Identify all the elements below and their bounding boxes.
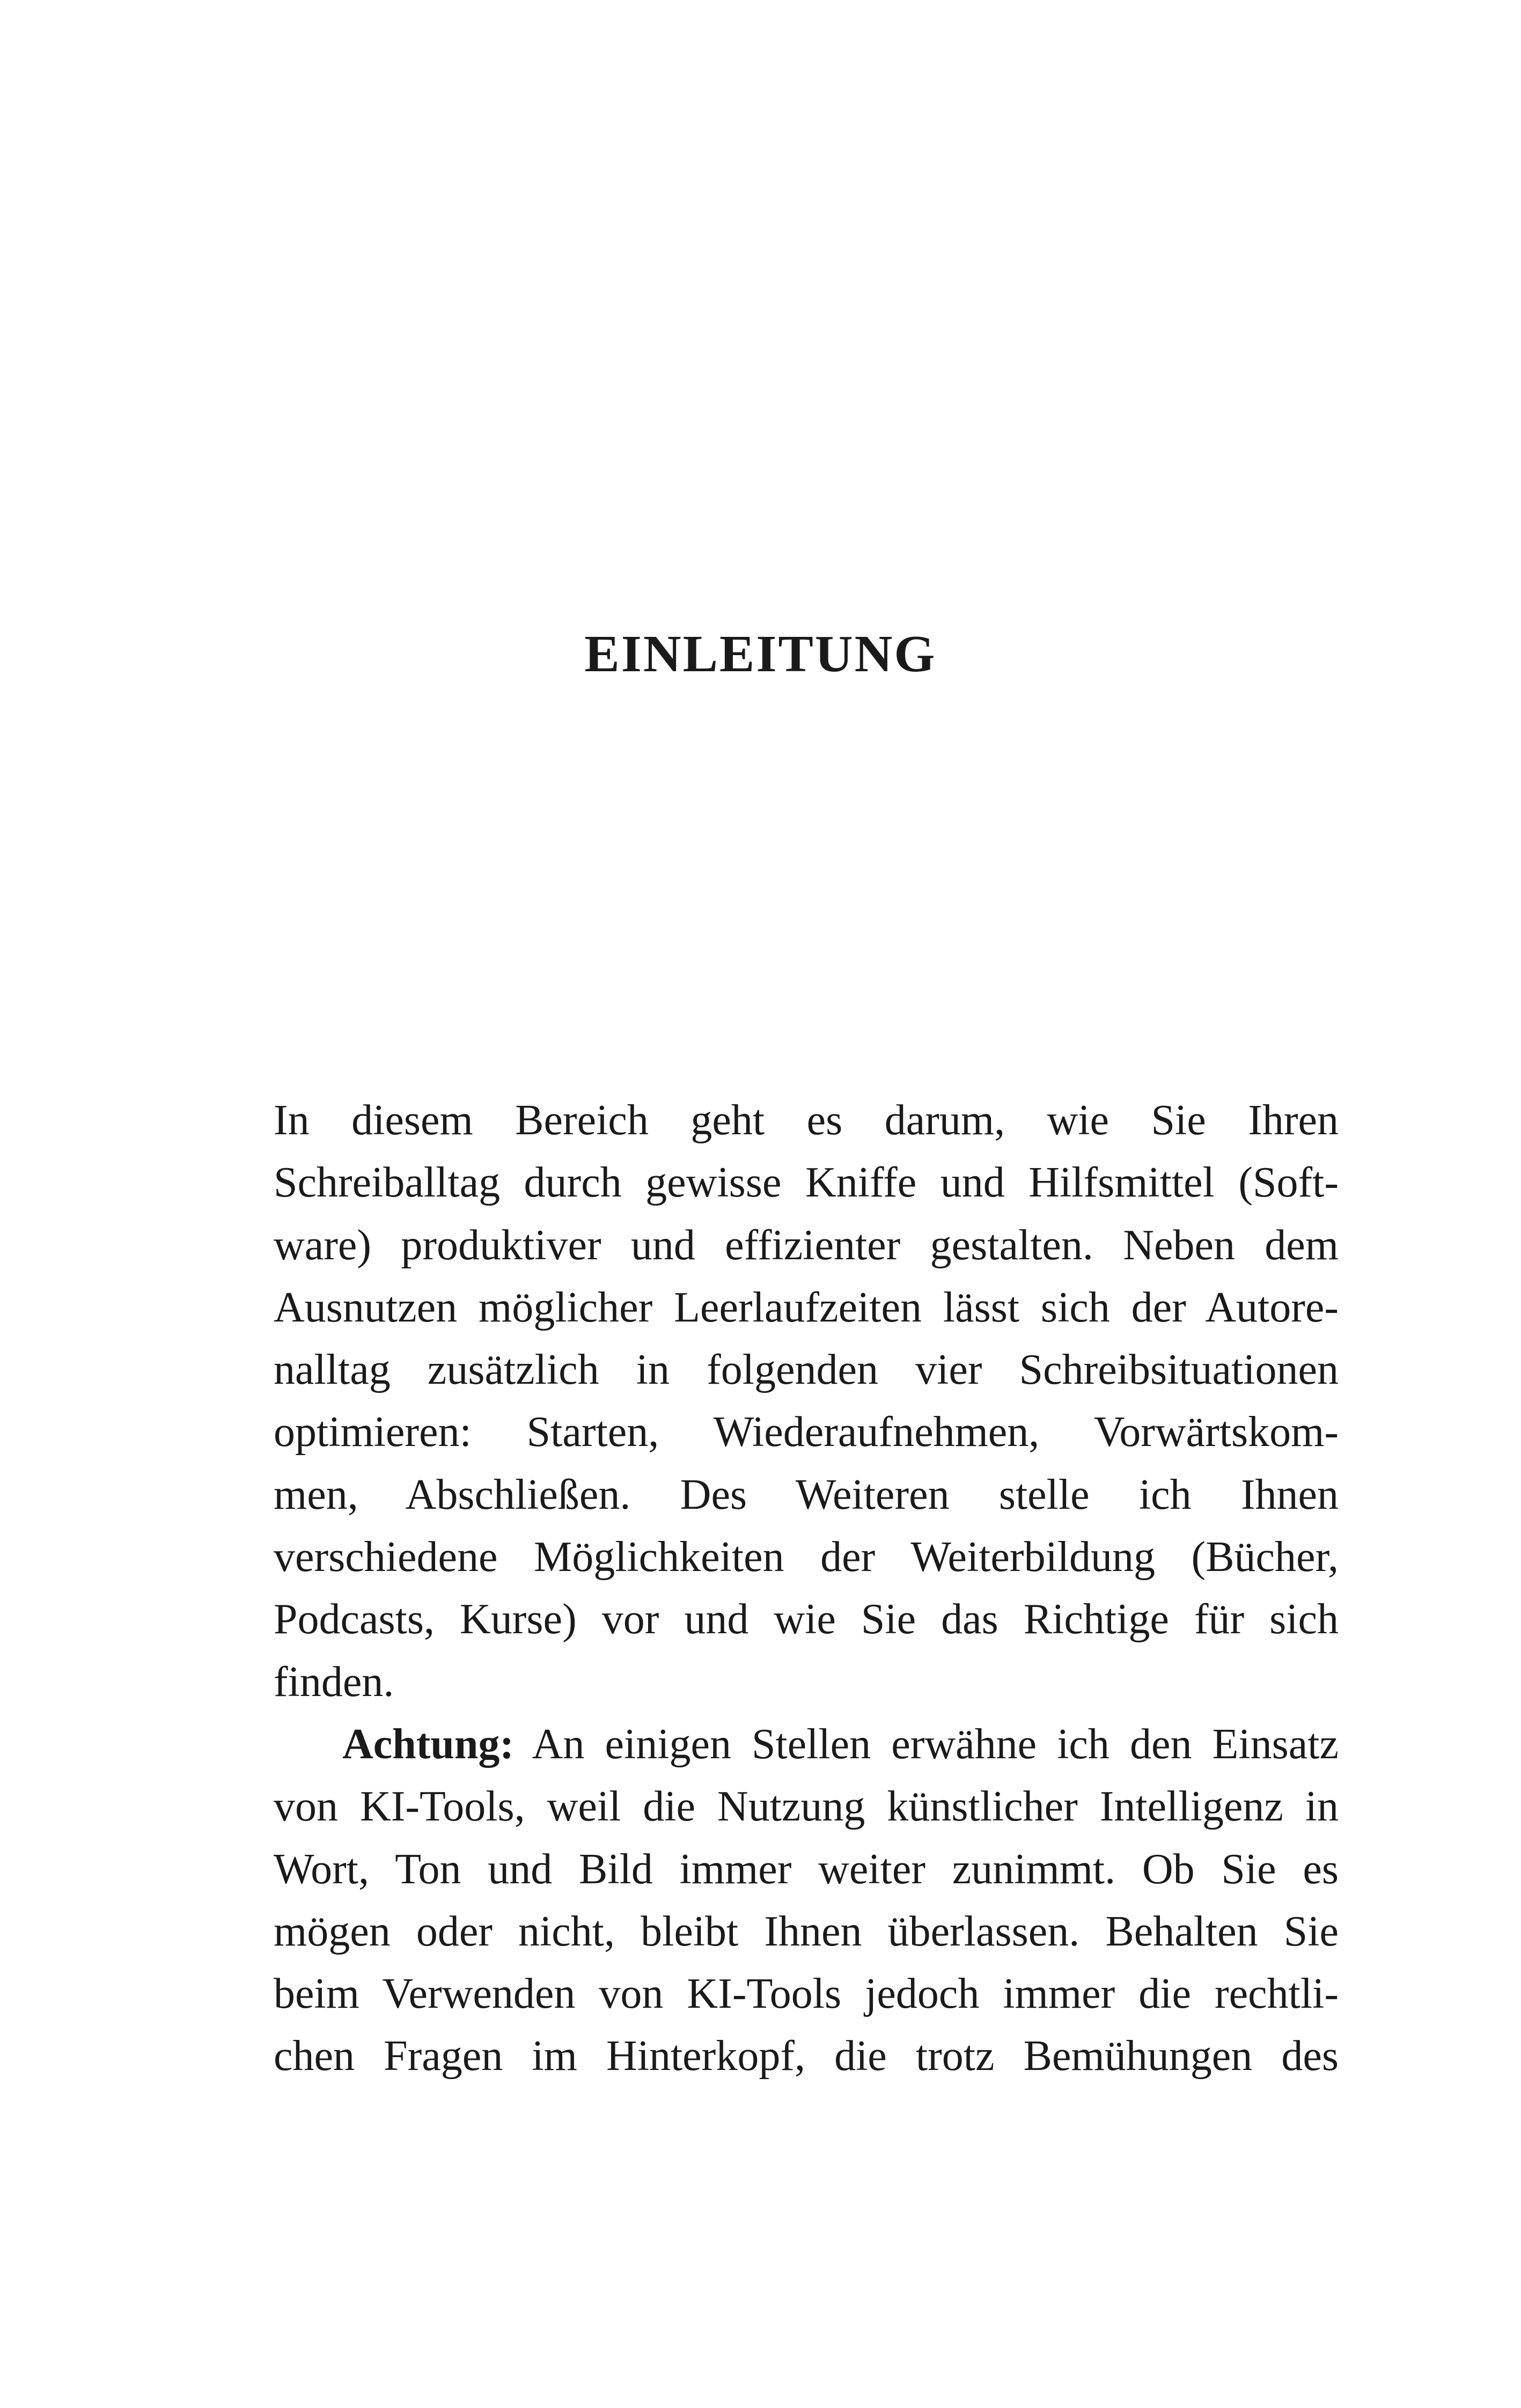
text-line: verschiedene Möglichkeiten der Weiterbildung (Bücher,	[274, 1533, 1339, 1581]
achtung-label: Achtung:	[342, 1720, 515, 1768]
text-line: Schreiballtag durch gewisse Kniffe und Hilfsmittel (Soft-	[274, 1159, 1339, 1207]
body-text	[274, 1089, 1339, 2088]
text-line: finden.	[274, 1658, 394, 1706]
text-line: In diesem Bereich geht es darum, wie Sie Ihren	[274, 1097, 1339, 1144]
text-line: Ausnutzen möglicher Leerlaufzeiten lässt sich der Autore-	[274, 1283, 1339, 1331]
text-line: ware) produktiver und effizienter gestalten. Neben dem	[274, 1221, 1339, 1269]
text-line: Podcasts, Kurse) vor und wie Sie das Richtige für sich	[274, 1596, 1339, 1643]
text-line: Wort, Ton und Bild immer weiter zunimmt. Ob Sie es	[274, 1845, 1339, 1893]
text-fragment: An einigen Stellen erwähne ich den Einsatz	[514, 1720, 1339, 1768]
text-line: chen Fragen im Hinterkopf, die trotz Bemühungen des	[274, 2032, 1339, 2080]
text-line: mögen oder nicht, bleibt Ihnen überlassen. Behalten Sie	[274, 1907, 1339, 1955]
paragraph-first-line	[274, 1713, 1339, 1775]
text-line: von KI-Tools, weil die Nutzung künstlicher Intelligenz in	[274, 1783, 1339, 1831]
text-line: men, Abschließen. Des Weiteren stelle ich Ihnen	[274, 1471, 1339, 1518]
text-line: nalltag zusätzlich in folgenden vier Schreibsituationen	[274, 1346, 1339, 1394]
text-line: beim Verwenden von KI-Tools jedoch immer die rechtli-	[274, 1970, 1339, 2018]
text-line: optimieren: Starten, Wiederaufnehmen, Vorwärtskom-	[274, 1408, 1339, 1456]
chapter-title: EINLEITUNG	[584, 625, 937, 683]
